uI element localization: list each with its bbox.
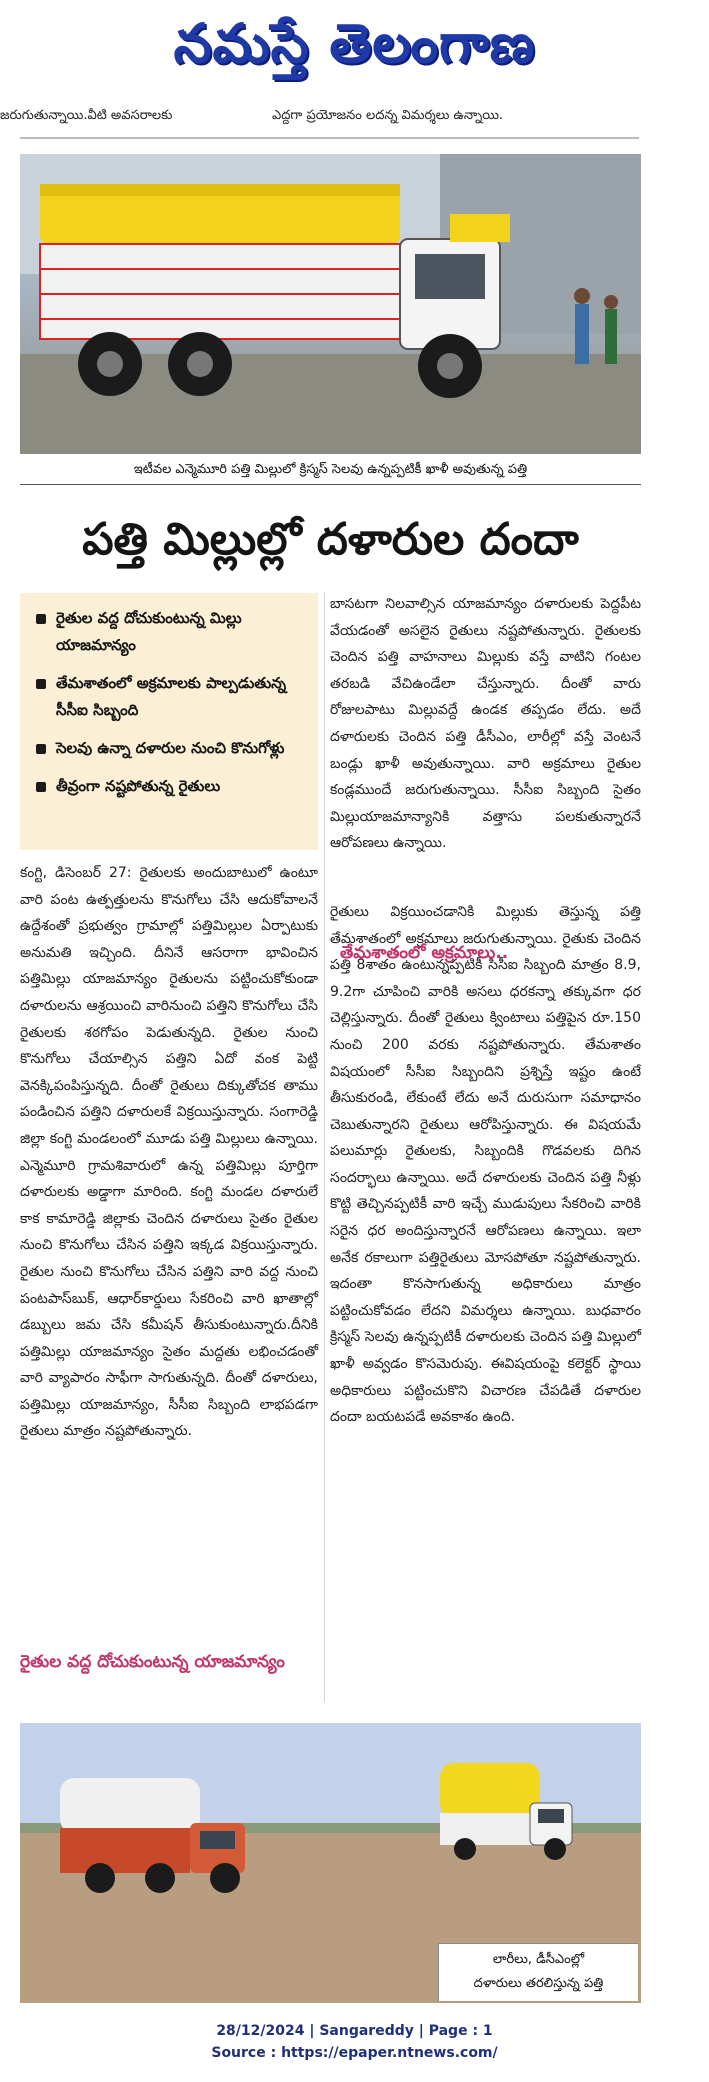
highlight-text: రైతుల వద్ద దోచుకుంటున్న మిల్లు యాజమాన్యం — [56, 609, 242, 654]
article-body-paragraph: బాసటగా నిలవాల్సిన యాజమాన్యం దళారులకు పెద్దపీట వేయడంతో అసలైన రైతులు నష్టపోతున్నారు. రైతులకు చెందిన పత్తి వాహనాలు మిల్లుకు వస్తే వాటిని గంటల తరబడి వేచిఉండేలా చేస్తున్నారు. దీంతో వారు రోజులపాటు మిల్లువద్దే ఉండక తప్పడం లేదు. అదే దళారులకు చెందిన పత్తి డీసీఎం, లారీల్లో వస్తే వెంటనే బండ్లు ఖాళీ అవుతున్నాయి. వారి అక్రమాలు రైతుల కండ్లముందే జరుగుతున్నాయి. సీసీఐ సిబ్బంది సైతం మిల్లుయాజమాన్యానికి వత్తాసు పలకుతున్నారనే ఆరోపణలు ఉన్నాయి. — [330, 596, 641, 852]
article-left-column — [20, 860, 318, 1453]
bullet-icon — [36, 782, 46, 792]
article-body-paragraph: కంగ్టి, డిసెంబర్ 27: రైతులకు అందుబాటులో ఉంటూ వారి పంట ఉత్పత్తులను కొనుగోలు చేసి ఆదుకోవాలనే ఉద్దేశంతో ప్రభుత్వం గ్రామాల్లో పత్తిమిల్లుల ఏర్పాటుకు అనుమతి ఇచ్చింది. దీనినే ఆసరాగా భావించిన పత్తిమిల్లు యాజమాన్యం రైతులను పట్టించుకోకుండా దళారులను ఆశ్రయించి వారినుంచి పత్తిని కొనుగోలు చేసి రైతులకు శఠగోపం పెడుతున్నది. రైతుల నుంచి కొనుగోలు చేయాల్సిన పత్తిని ఏదో వంక పెట్టి వెనక్కిపంపిస్తున్నది. దీంతో రైతులు దిక్కుతోచక తాము పండించిన పత్తిని దళారులకే విక్రయిస్తున్నారు. సంగారెడ్డి జిల్లా కంగ్టి మండలంలో మూడు పత్తి మిల్లులు ఉన్నాయి. ఎన్మెమూరి గ్రామశివారులో ఉన్న పత్తిమిల్లు పూర్తిగా దళారులకు అడ్డాగా మారింది. కంగ్టి మండల దళారులే కాక కామారెడ్డి జిల్లాకు చెందిన దళారులు సైతం రైతుల నుంచి కొనుగోలు చేసిన పత్తిని ఇక్కడ విక్రయిస్తున్నారు. రైతుల నుంచి కొనుగోలు చేసిన పత్తిని వారి వద్ద నుంచి పంటపాస్‌బుక్, ఆధార్‌కార్డులు సేకరించి వారి ఖాతాల్లో డబ్బులు జమ చేసి కమీషన్ తీసుకుంటున్నారు.దీనికి పత్తిమిల్లు యాజమాన్యం సైతం మద్దతు లభించడంతో వారి వ్యాపారం సాఫీగా సాగుతున్నది. దీంతో దళారులు, పత్తిమిల్లు యాజమాన్యం, సీసీఐ సిబ్బంది లాభపడగా రైతులు మాత్రం నష్టపోతున్నారు. — [20, 865, 318, 1440]
truck-photo-illustration — [20, 154, 641, 454]
top-strip-right-text: ఎద్దగా ప్రయోజనం లదన్న విమర్శలు ఉన్నాయి. — [272, 108, 504, 123]
newspaper-logo: నమస్తే తెలంగాణ — [173, 11, 536, 75]
lorries-caption-line-1: లారీలు, డీసీఎంల్లో — [492, 1952, 585, 1967]
top-strip-left-text: జరుగుతున్నాయి.వీటి అవసరాలకు — [0, 108, 173, 123]
truck-photo-caption: ఇటీవల ఎన్మెమూరి పత్తి మిల్లులో క్రిస్మస్ సెలవు ఉన్నప్పటికీ ఖాళీ అవుతున్న పత్తి — [20, 456, 641, 485]
bullet-icon — [36, 679, 46, 689]
top-strip — [0, 96, 709, 136]
column-divider — [324, 592, 325, 1702]
article-headline: పత్తి మిల్లుల్లో దళారుల దందా — [82, 514, 579, 565]
article-right-column — [330, 591, 641, 1439]
masthead — [0, 0, 709, 96]
article-body-paragraph: రైతులు విక్రయించడానికి మిల్లుకు తెస్తున్న పత్తి తేమశాతంలో అక్రమాలు జరుగుతున్నాయి. రైతుకు చెందిన పత్తి 8శాతం ఉంటున్నప్పటికీ సీసీఐ సిబ్బంది మాత్రం 8.9, 9.2గా చూపించి వారికి అసలు ధరకన్నా తక్కువగా ధర చెల్లిస్తున్నారు. దీంతో రైతులు క్వింటాలు పత్తిపైన రూ.150 నుంచి 200 వరకు నష్టపోతున్నారు. తేమశాతం విషయంలో సీసీఐ సిబ్బందిని ప్రశ్నిస్తే ఇష్టం ఉంటే తీసుకురండి, లేకుంటే లేదు అనే దురుసుగా సమాధానం చెబుతున్నారని రైతులు ఆరోపిస్తున్నారు. ఈ విషయమే పలుమార్లు రైతులకు, సిబ్బందికి గొడవలకు దిగిన సందర్భాలు ఉన్నాయి. అదే దళారులకు చెందిన పత్తి నీళ్లు కొట్టి తెచ్చినప్పటికీ వారి ఇచ్చే ముడుపులు సేకరించి వారికి సరైన ధర అందిస్తున్నారనే ఆరోపణలు ఉన్నాయి. ఇలా అనేక రకాలుగా పత్తిరైతులు మోసపోతూ నష్టపోతున్నారు. ఇదంతా కొనసాగుతున్న అధికారులు మాత్రం పట్టించుకోవడం లేదని విమర్శలు ఉన్నాయి. బుధవారం క్రిస్మస్ సెలవు ఉన్నప్పటికీ దళారులకు చెందిన పత్తి మిల్లులో ఖాళీ అవ్వడం కొసమెరుపు. ఈవిషయంపై కలెక్టర్ స్థాయి అధికారులు పట్టించుకొని విచారణ చేపడితే దళారుల దందా బయటపడే అవకాశం ఉంది. — [330, 903, 641, 1426]
page-footer — [0, 2020, 709, 2064]
highlights-box — [20, 593, 318, 850]
lorries-photo-caption — [438, 1943, 638, 2001]
highlight-text: తీవ్రంగా నష్టపోతున్న రైతులు — [56, 777, 221, 795]
highlight-item — [30, 735, 308, 762]
highlight-text: తేమశాతంలో అక్రమాలకు పాల్పడుతున్న సీసీఐ సిబ్బంది — [56, 674, 287, 719]
bullet-icon — [36, 744, 46, 754]
lorries-caption-line-2: దళారులు తరలిస్తున్న పత్తి — [473, 1976, 604, 1991]
highlight-item — [30, 670, 308, 724]
highlight-item — [30, 605, 308, 659]
left-subheading: రైతుల వద్ద దోచుకుంటున్న యాజమాన్యం — [20, 1652, 285, 1672]
footer-edition-info: 28/12/2024 | Sangareddy | Page : 1 — [216, 2023, 493, 2039]
right-subheading: తేమశాతంలో అక్రమాలు.. — [340, 943, 509, 963]
highlight-item — [30, 773, 308, 800]
bullet-icon — [36, 614, 46, 624]
top-strip-rule — [20, 137, 639, 139]
footer-source-link[interactable]: Source : https://epaper.ntnews.com/ — [211, 2045, 498, 2061]
subhead-spacer — [330, 865, 641, 899]
highlight-text: సెలవు ఉన్నా దళారుల నుంచి కొనుగోళ్లు — [56, 739, 285, 757]
truck-photo — [20, 154, 641, 454]
